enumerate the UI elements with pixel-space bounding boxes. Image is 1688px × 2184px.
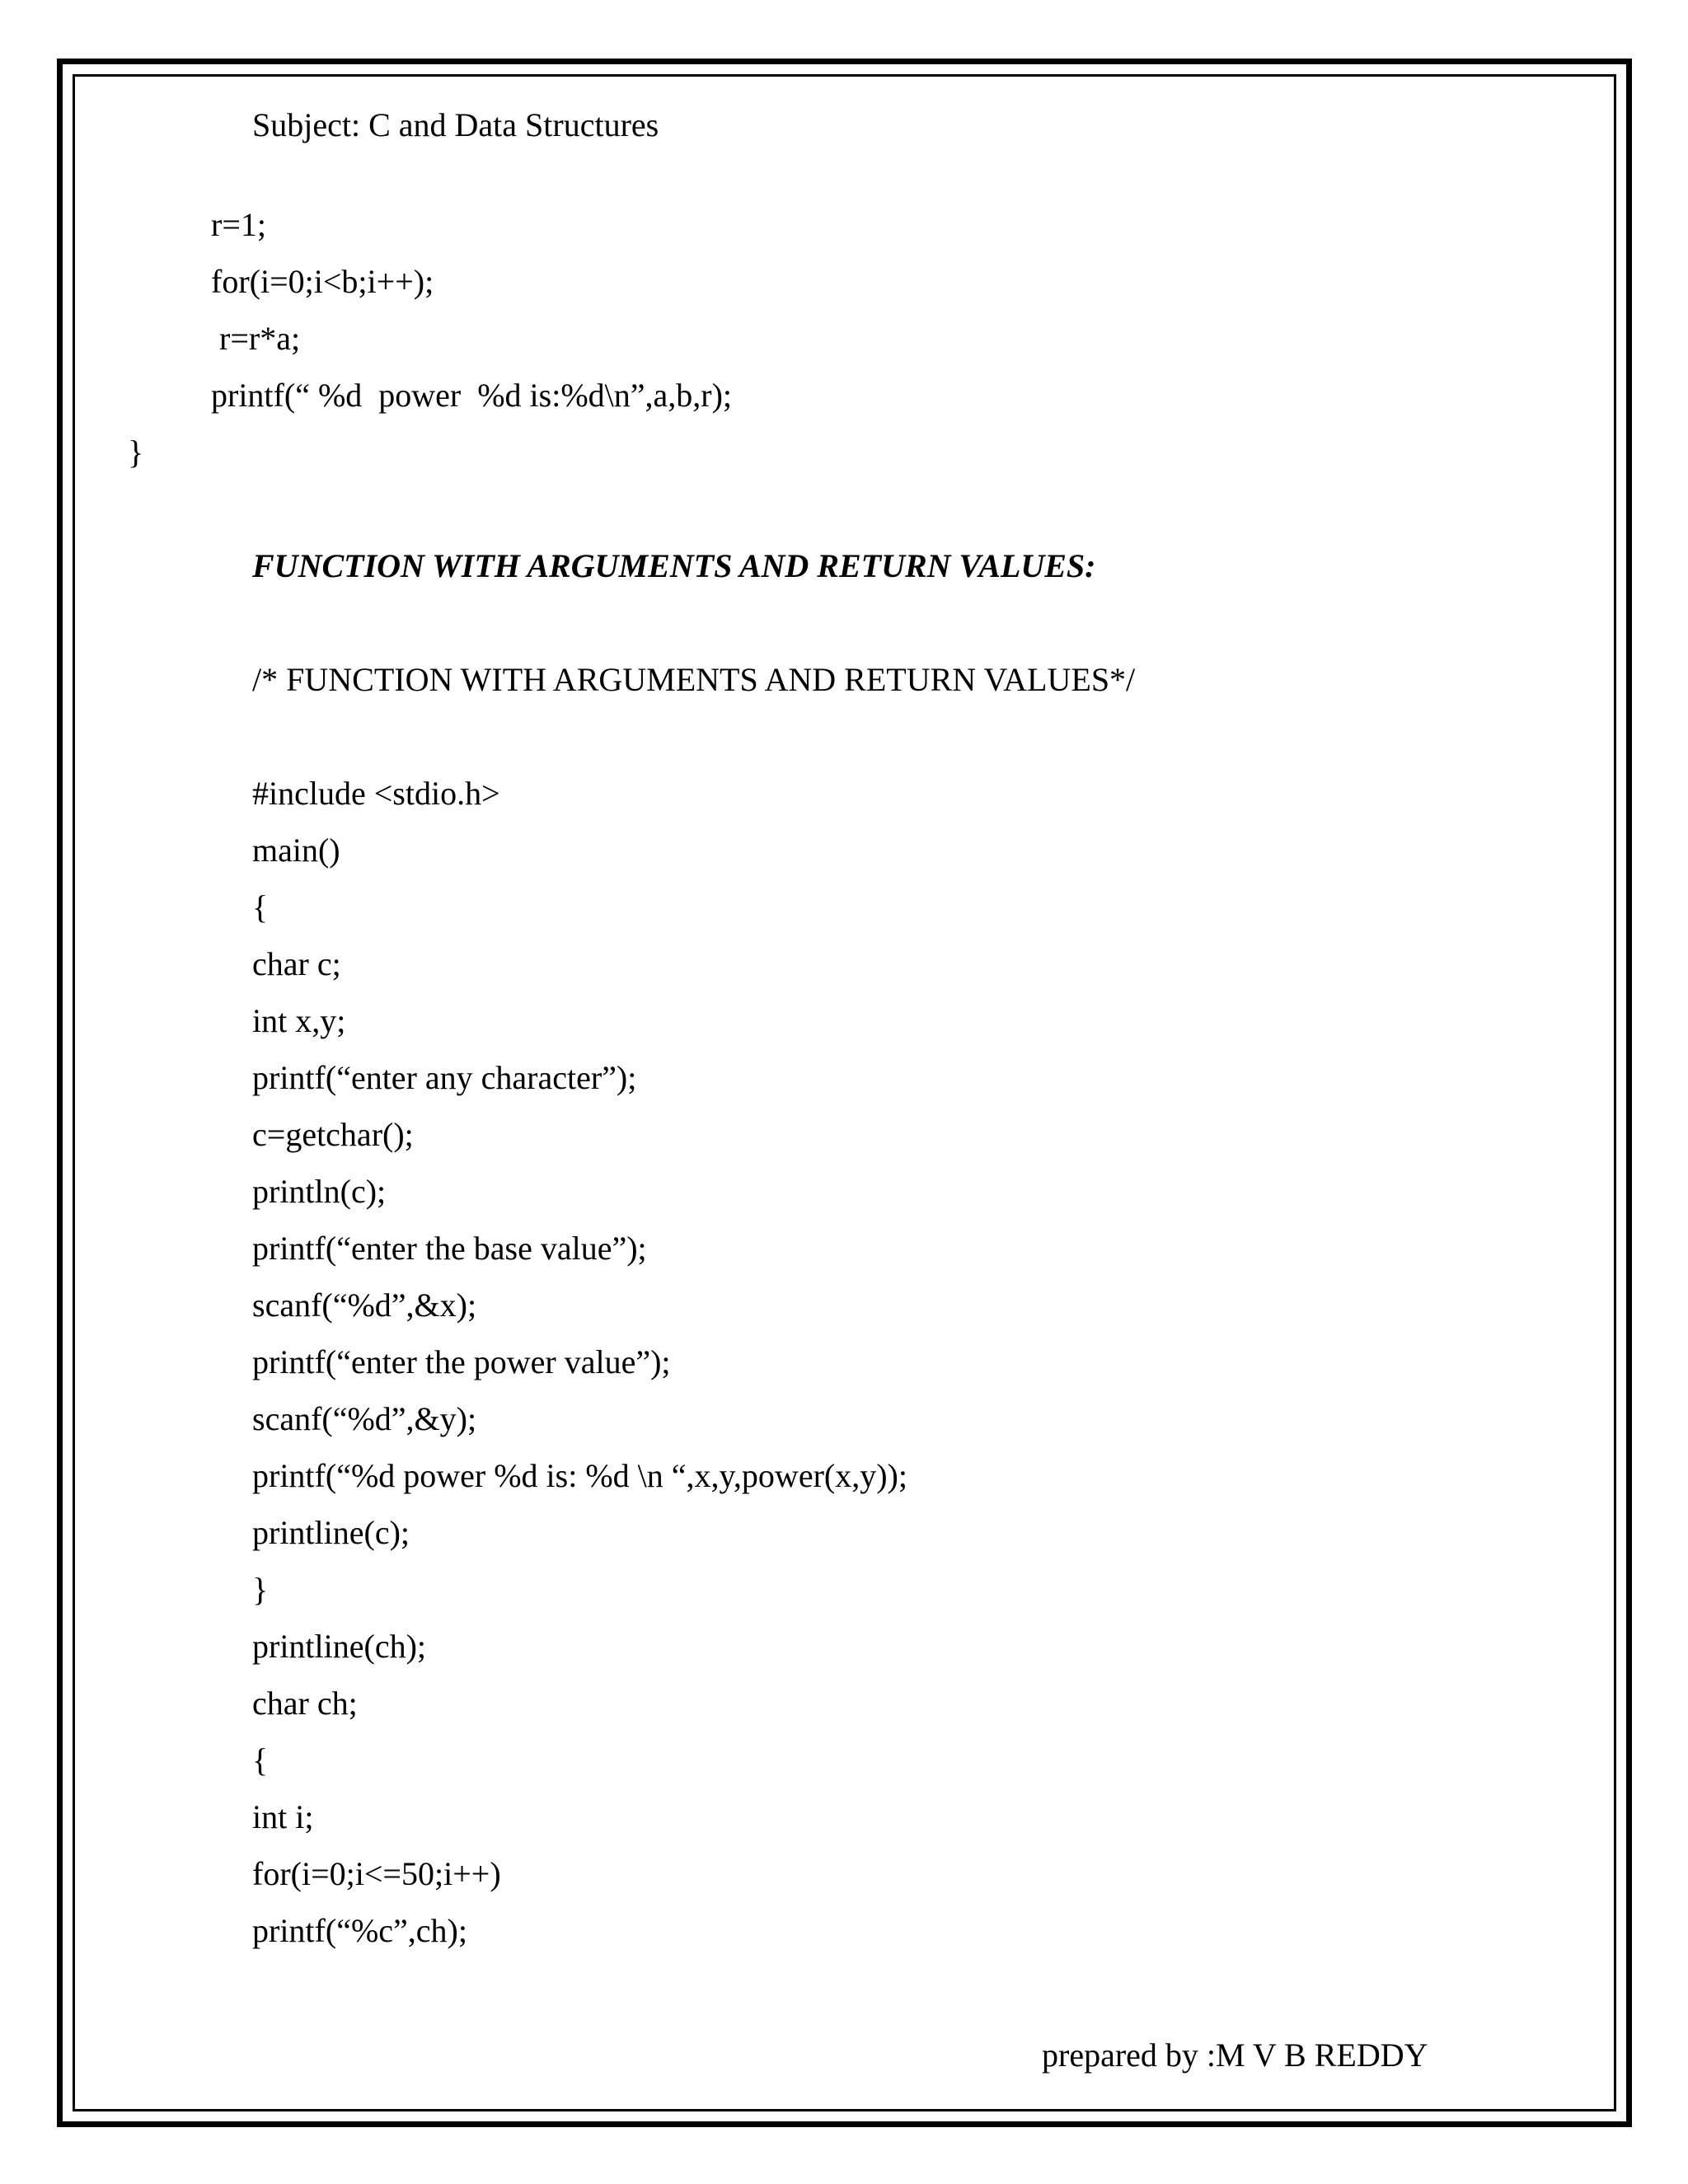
- section-heading: FUNCTION WITH ARGUMENTS AND RETURN VALUES:: [252, 547, 1096, 584]
- code-line: int x,y;: [252, 1002, 346, 1039]
- code-line: char ch;: [252, 1685, 358, 1722]
- code-line: }: [252, 1571, 269, 1608]
- code-line: r=1;: [211, 206, 266, 243]
- prepared-by-footer: prepared by :M V B REDDY: [1042, 2036, 1428, 2074]
- code-line: printf(“enter the base value”);: [252, 1230, 647, 1267]
- code-line: r=r*a;: [211, 320, 301, 357]
- code-line: main(): [252, 832, 340, 869]
- code-line: printf(“%d power %d is: %d \n “,x,y,power(x,y));: [252, 1457, 907, 1494]
- code-line: printf(“ %d power %d is:%d\n”,a,b,r);: [211, 377, 733, 414]
- code-line: for(i=0;i<b;i++);: [211, 263, 434, 300]
- code-line: printf(“enter any character”);: [252, 1059, 637, 1096]
- subject-header: Subject: C and Data Structures: [252, 106, 659, 143]
- code-line: printf(“enter the power value”);: [252, 1343, 671, 1380]
- code-line: #include <stdio.h>: [252, 775, 500, 812]
- code-line: for(i=0;i<=50;i++): [252, 1855, 501, 1892]
- code-line: printline(c);: [252, 1514, 410, 1551]
- code-line: scanf(“%d”,&x);: [252, 1286, 477, 1324]
- code-line: printf(“%c”,ch);: [252, 1912, 467, 1949]
- code-line: {: [252, 888, 269, 926]
- code-line: println(c);: [252, 1173, 387, 1210]
- code-line: printline(ch);: [252, 1628, 427, 1665]
- code-comment: /* FUNCTION WITH ARGUMENTS AND RETURN VALUES*/: [252, 661, 1136, 698]
- code-line: c=getchar();: [252, 1116, 414, 1153]
- code-line: {: [252, 1741, 269, 1779]
- code-line: scanf(“%d”,&y);: [252, 1400, 477, 1437]
- code-line: int i;: [252, 1798, 314, 1835]
- code-line: char c;: [252, 945, 341, 982]
- closing-brace: }: [128, 434, 144, 471]
